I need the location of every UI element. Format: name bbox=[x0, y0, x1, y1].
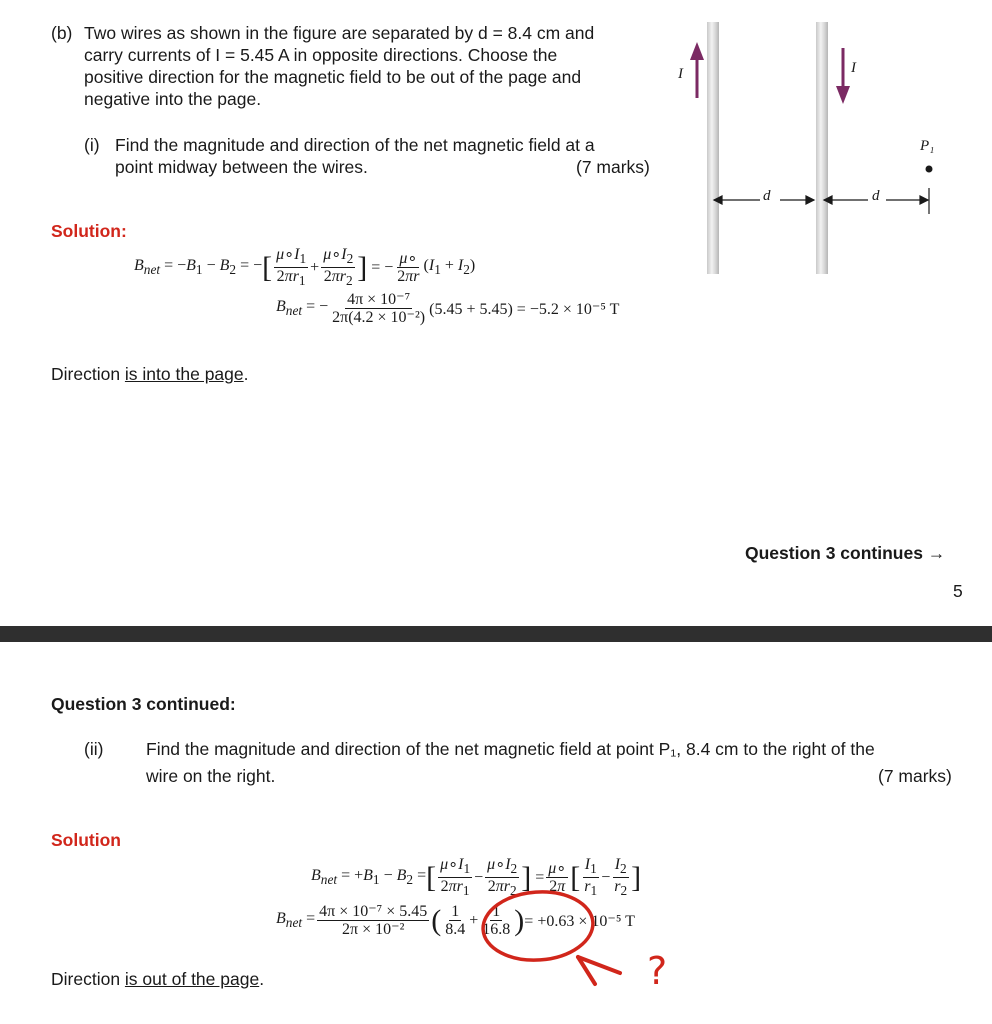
current-label-left: I bbox=[678, 66, 683, 82]
solution2-eq2-denominator: 2π × 10⁻² bbox=[342, 921, 405, 938]
d-label-right: d bbox=[872, 188, 880, 204]
part-i-line2: point midway between the wires. bbox=[115, 157, 368, 177]
part-i-line1: Find the magnitude and direction of the net magnetic field at a bbox=[115, 135, 595, 155]
part-b-line2: carry currents of I = 5.45 A in opposite directions. Choose the bbox=[84, 45, 558, 65]
current-up-arrow bbox=[690, 42, 704, 98]
part-ii-label: (ii) bbox=[84, 739, 104, 759]
solution2-eq2-result: = +0.63 × 10⁻⁵ T bbox=[524, 912, 635, 930]
current-label-right: I bbox=[851, 60, 856, 76]
part-ii-marks: (7 marks) bbox=[878, 766, 952, 786]
part-b-line3: positive direction for the magnetic field to be out of the page and bbox=[84, 67, 582, 87]
solution2-equation2: $B_{net}$ = $\frac{\text{4π × 10⁻⁷ × 5.45}}{\text{2π × 10⁻²}}$ ( $\frac{1}{8.4}$ + $\frac{1}{16.8}$ ) = +0.63 × 10⁻⁵ T bbox=[276, 903, 635, 938]
circle-annotation bbox=[481, 888, 595, 964]
part-i-label: (i) bbox=[84, 135, 100, 155]
point-p1 bbox=[926, 166, 933, 173]
solution1-equation2: $B_{net}$ = − $\frac{\text{4π × 10⁻⁷}}{\text{2π(4.2 × 10⁻²)}}$ (5.45 + 5.45) = −5.2 × 10⁻⁵ T bbox=[276, 291, 620, 326]
point-p1-label: P₁ bbox=[920, 138, 935, 154]
solution-heading: Solution: bbox=[51, 221, 127, 241]
current-down-arrow bbox=[836, 48, 850, 104]
arrow-annotation bbox=[578, 957, 620, 984]
solution2-equation1: $B_{net} = +B_1 - B_2$ = [ $\frac{\mu\circ I_1}{2\pi r_1}$ − $\frac{\mu\circ I_2}{2\pi r_2}$ ] = $\frac{\mu\circ}{2\pi}$ [ $\frac{I_1}{r_1}$ − $\frac{I_2}{r_2}$ ] bbox=[311, 856, 642, 899]
page-number: 5 bbox=[953, 581, 963, 601]
question-mark-annotation: ? bbox=[647, 949, 668, 993]
solution1-eq2-numerator: 4π × 10⁻⁷ bbox=[347, 291, 411, 308]
dimension-lines bbox=[714, 188, 929, 214]
figure-overlay bbox=[660, 20, 960, 230]
solution1-equation1: $B_{net} = -B_1 - B_2$ = − [ $\frac{\mu\circ I_1}{2\pi r_1}$ + $\frac{\mu\circ I_2}{2\pi r_2}$ ] = − $\frac{\mu\circ}{2\pi r}$ $(I_1 + I_2)$ bbox=[134, 246, 476, 289]
part-i-marks: (7 marks) bbox=[576, 157, 650, 177]
solution2-direction: Direction is out of the page. bbox=[51, 969, 265, 989]
page-divider bbox=[0, 626, 992, 642]
d-label-left: d bbox=[763, 188, 771, 204]
solution1-direction: Direction is into the page. bbox=[51, 364, 249, 384]
question-continues-note: Question 3 continues → bbox=[745, 543, 946, 563]
solution2-eq2-numerator: 4π × 10⁻⁷ × 5.45 bbox=[319, 903, 428, 920]
part-b-line1 bbox=[84, 22, 594, 44]
part-b-d-value: d = 8.4 cm and bbox=[477, 23, 595, 43]
solution2-heading: Solution bbox=[51, 830, 121, 850]
part-b-line4: negative into the page. bbox=[84, 89, 262, 109]
part-ii-line1: Find the magnitude and direction of the net magnetic field at point P₁, 8.4 cm to the right of the bbox=[146, 739, 875, 759]
part-ii-line2: wire on the right. bbox=[146, 766, 276, 786]
solution1-eq2-denominator: 2π(4.2 × 10⁻²) bbox=[332, 309, 426, 326]
solution1-eq2-result: (5.45 + 5.45) = −5.2 × 10⁻⁵ T bbox=[429, 300, 620, 318]
question3-continued-heading: Question 3 continued: bbox=[51, 694, 236, 714]
part-b-label: (b) bbox=[51, 23, 73, 43]
part-b-line1-text: Two wires as shown in the figure are separated by bbox=[84, 23, 474, 43]
